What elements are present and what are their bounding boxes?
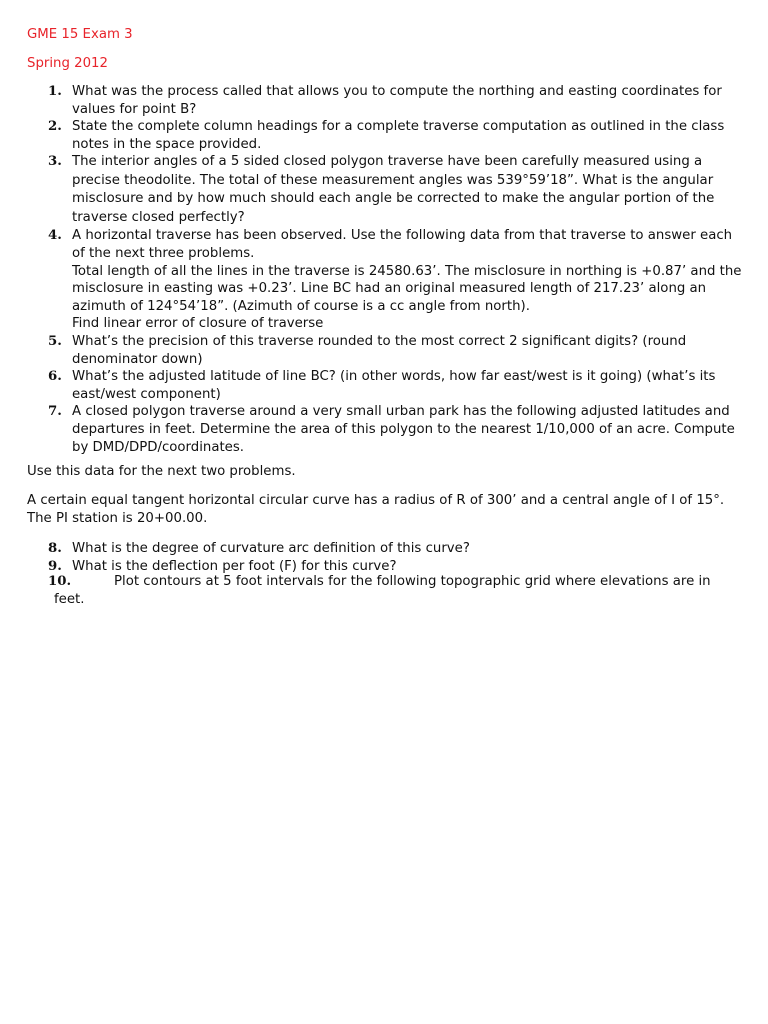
question-item: [0, 83, 768, 118]
question-data-text: Total length of all the lines in the traverse is 24580.63’. The misclosure in northing is +0.87’ and the misclosure in easting was +0.23’. Line BC had an original measured length of 217.23’ along an azimuth of 124°54’18”. (Azimuth of course is a cc angle from north).: [72, 263, 742, 314]
question-text: State the complete column headings for a complete traverse computation as outlined in the class notes in the space provided.: [72, 119, 725, 152]
question-item: [0, 540, 768, 558]
question-list-part1: [0, 83, 768, 456]
question-text: What is the deflection per foot (F) for this curve?: [72, 558, 397, 574]
exam-title: GME 15 Exam 3: [27, 27, 133, 42]
question-number: 2.: [48, 119, 62, 135]
question-text: What was the process called that allows you to compute the northing and easting coordinates for values for point B?: [72, 84, 722, 117]
question-number: 5.: [48, 333, 62, 349]
question-item: [0, 333, 768, 368]
question-item: [0, 403, 768, 456]
question-item: [0, 227, 768, 333]
question-number: 6.: [48, 369, 62, 385]
question-subtask-text: Find linear error of closure of traverse: [72, 316, 324, 332]
question-number: 10.: [48, 574, 72, 589]
question-text: A horizontal traverse has been observed. Use the following data from that traverse to answer each of the next three problems.: [72, 228, 733, 261]
question-text: Plot contours at 5 foot intervals for the following topographic grid where elevations are in: [114, 574, 711, 589]
question-number: 1.: [48, 84, 62, 99]
question-item: [0, 153, 768, 227]
question-item: [0, 368, 768, 403]
question-number: 3.: [48, 154, 62, 170]
question-list-part2: [0, 540, 768, 575]
question-number: 9.: [48, 558, 62, 574]
question-number: 7.: [48, 404, 62, 420]
question-text: A closed polygon traverse around a very small urban park has the following adjusted latitudes and departures in feet. Determine the area of this polygon to the nearest 1/10,000 of an acre. Compute by DMD/DPD/coordinates.: [72, 404, 735, 455]
exam-term: Spring 2012: [27, 56, 108, 71]
question-item-10: [48, 573, 748, 608]
question-text: What’s the precision of this traverse rounded to the most correct 2 significant digits? (round denominator down): [72, 333, 687, 367]
curve-description: A certain equal tangent horizontal circular curve has a radius of R of 300’ and a central angle of I of 15°. The PI station is 20+00.00.: [27, 493, 725, 526]
question-number: 4.: [48, 228, 62, 244]
question-text: What is the degree of curvature arc definition of this curve?: [72, 541, 470, 556]
instruction-text: Use this data for the next two problems.: [27, 464, 296, 479]
question-text-continuation: feet.: [54, 591, 85, 607]
question-item: [0, 118, 768, 153]
question-number: 8.: [48, 541, 62, 556]
question-text: What’s the adjusted latitude of line BC? (in other words, how far east/west is it going) (what’s its east/west component): [72, 369, 716, 402]
question-text: The interior angles of a 5 sided closed polygon traverse have been carefully measured using a precise theodolite. The total of these measurement angles was 539°59’18”. What is the angular misclosure and by how much should each angle be corrected to make the angular portion of the traverse closed perfectly?: [72, 154, 715, 225]
